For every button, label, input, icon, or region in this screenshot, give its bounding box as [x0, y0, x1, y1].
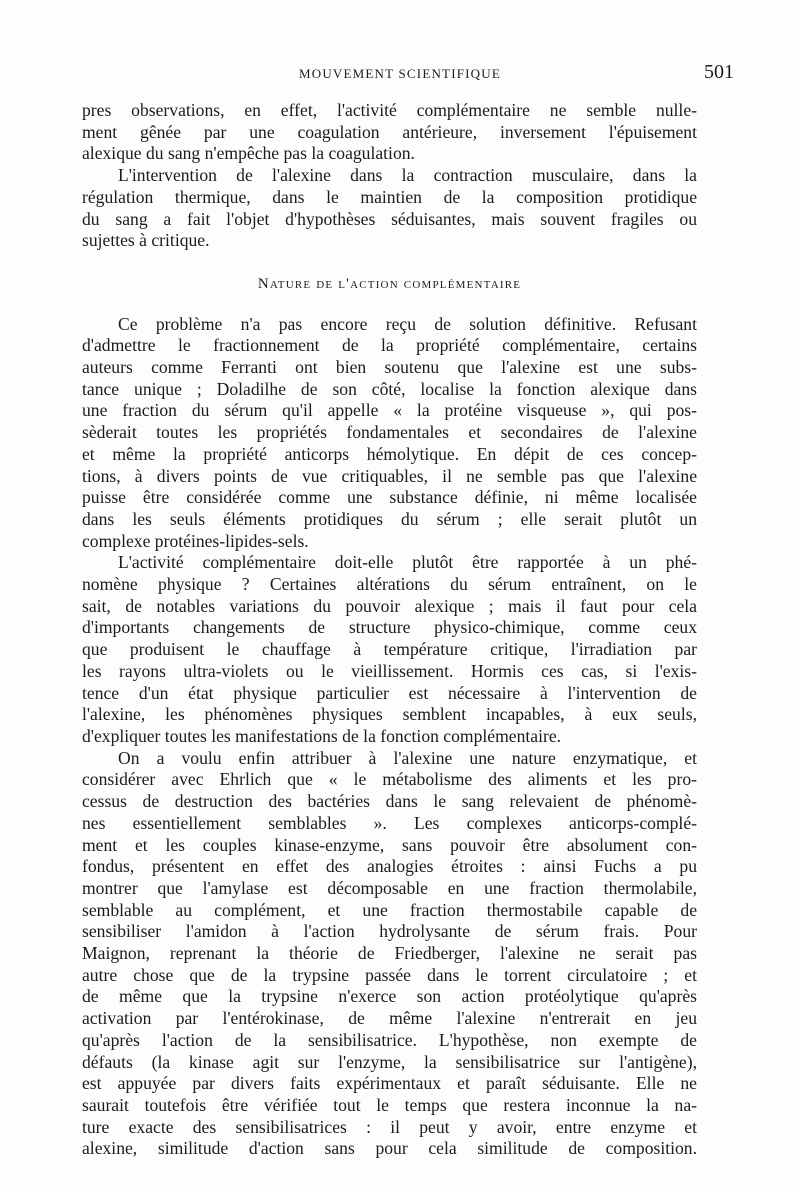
paragraph: [82, 165, 697, 252]
text-line: est appuyée par divers faits expérimentaux et paraît séduisante. Elle ne: [82, 1073, 697, 1094]
text-line: L'activité complémentaire doit-elle plutôt être rapportée à un phé-: [118, 552, 697, 573]
text-line: On a voulu enfin attribuer à l'alexine une nature enzymatique, et: [118, 747, 697, 768]
text-line: tance unique ; Doladilhe de son côté, localise la fonction alexique dans: [82, 378, 697, 399]
text-line: montrer que l'amylase est décomposable en une fraction thermolabile,: [82, 877, 697, 898]
text-line: L'intervention de l'alexine dans la contraction musculaire, dans la: [118, 165, 697, 186]
text-line: dans les seuls éléments protidiques du sérum ; elle serait plutôt un: [82, 508, 697, 529]
text-line: auteurs comme Ferranti ont bien soutenu que l'alexine est une subs-: [82, 357, 697, 378]
text-line: d'importants changements de structure physico-chimique, comme ceux: [82, 617, 697, 638]
text-line: ment gênée par une coagulation antérieure, inversement l'épuisement: [82, 121, 697, 142]
text-line: nomène physique ? Certaines altérations du sérum entraînent, on le: [82, 574, 697, 595]
text-line: ture exacte des sensibilisatrices : il peut y avoir, entre enzyme et: [82, 1116, 697, 1137]
text-line: fondus, présentent en effet des analogies étroites : ainsi Fuchs a pu: [82, 856, 697, 877]
text-line: sèderait toutes les propriétés fondamentales et secondaires de l'alexine: [82, 422, 697, 443]
text-line: du sang a fait l'objet d'hypothèses séduisantes, mais souvent fragiles ou: [82, 208, 697, 229]
running-head: [0, 61, 800, 88]
text-line: Maignon, reprenant la théorie de Friedberger, l'alexine ne serait pas: [82, 943, 697, 964]
running-title: MOUVEMENT SCIENTIFIQUE: [298, 66, 501, 81]
section-heading: Nature de l'action complémentaire: [257, 275, 522, 292]
paragraph: [82, 100, 697, 165]
text-line: que produisent le chauffage à température critique, l'irradiation par: [82, 639, 697, 660]
text-line: défauts (la kinase agit sur l'enzyme, la sensibilisatrice sur l'antigène),: [82, 1051, 697, 1072]
text-line: tions, à divers points de vue critiquables, il ne semble pas que l'alexine: [82, 465, 697, 486]
text-line: sait, de notables variations du pouvoir alexique ; mais il faut pour cela: [82, 595, 697, 616]
text-line: d'admettre le fractionnement de la propriété complémentaire, certains: [82, 335, 697, 356]
text-line: puisse être considérée comme une substance définie, ni même localisée: [82, 487, 697, 508]
text-line: tence d'un état physique particulier est nécessaire à l'intervention de: [82, 682, 697, 703]
text-line: autre chose que de la trypsine passée dans le torrent circulatoire ; et: [82, 964, 697, 985]
text-line: cessus de destruction des bactéries dans le sang relevaient de phénomè-: [82, 791, 697, 812]
text-line: l'alexine, les phénomènes physiques semblent incapables, à eux seuls,: [82, 704, 697, 725]
text-line: ment et les couples kinase-enzyme, sans pouvoir être absolument con-: [82, 834, 697, 855]
text-line: nes essentiellement semblables ». Les complexes anticorps-complé-: [82, 812, 697, 833]
text-line: de même que la trypsine n'exerce son action protéolytique qu'après: [82, 986, 697, 1007]
text-line: qu'après l'action de la sensibilisatrice. L'hypothèse, non exempte de: [82, 1029, 697, 1050]
text-line: considérer avec Ehrlich que « le métabolisme des aliments et les pro-: [82, 769, 697, 790]
text-line: d'expliquer toutes les manifestations de la fonction complémentaire.: [82, 725, 562, 746]
paragraph: [82, 748, 697, 1160]
text-line: les rayons ultra-violets ou le vieillissement. Hormis ces cas, si l'exis-: [82, 660, 697, 681]
text-line: activation par l'entérokinase, de même l'alexine n'entrerait en jeu: [82, 1008, 697, 1029]
page-number: 501: [704, 61, 734, 83]
text-line: alexique du sang n'empêche pas la coagulation.: [82, 143, 415, 164]
paragraph: [82, 314, 697, 553]
text-line: une fraction du sérum qu'il appelle « la protéine visqueuse », qui pos-: [82, 400, 697, 421]
text-line: alexine, similitude d'action sans pour cela similitude de composition.: [82, 1138, 697, 1159]
text-line: saurait toutefois être vérifiée tout le temps que restera inconnue la na-: [82, 1094, 697, 1115]
text-line: pres observations, en effet, l'activité complémentaire ne semble nulle-: [82, 100, 697, 120]
text-line: et même la propriété anticorps hémolytique. En dépit de ces concep-: [82, 443, 697, 464]
text-line: Ce problème n'a pas encore reçu de solution définitive. Refusant: [118, 313, 697, 334]
text-line: régulation thermique, dans le maintien de la composition protidique: [82, 186, 697, 207]
text-line: sujettes à critique.: [82, 230, 210, 251]
text-line: sensibiliser l'amidon à l'action hydrolysante de sérum frais. Pour: [82, 921, 697, 942]
paragraph: [82, 552, 697, 747]
text-line: complexe protéines-lipides-sels.: [82, 530, 309, 551]
text-line: semblable au complément, et une fraction thermostabile capable de: [82, 899, 697, 920]
body-text: [82, 100, 697, 1160]
